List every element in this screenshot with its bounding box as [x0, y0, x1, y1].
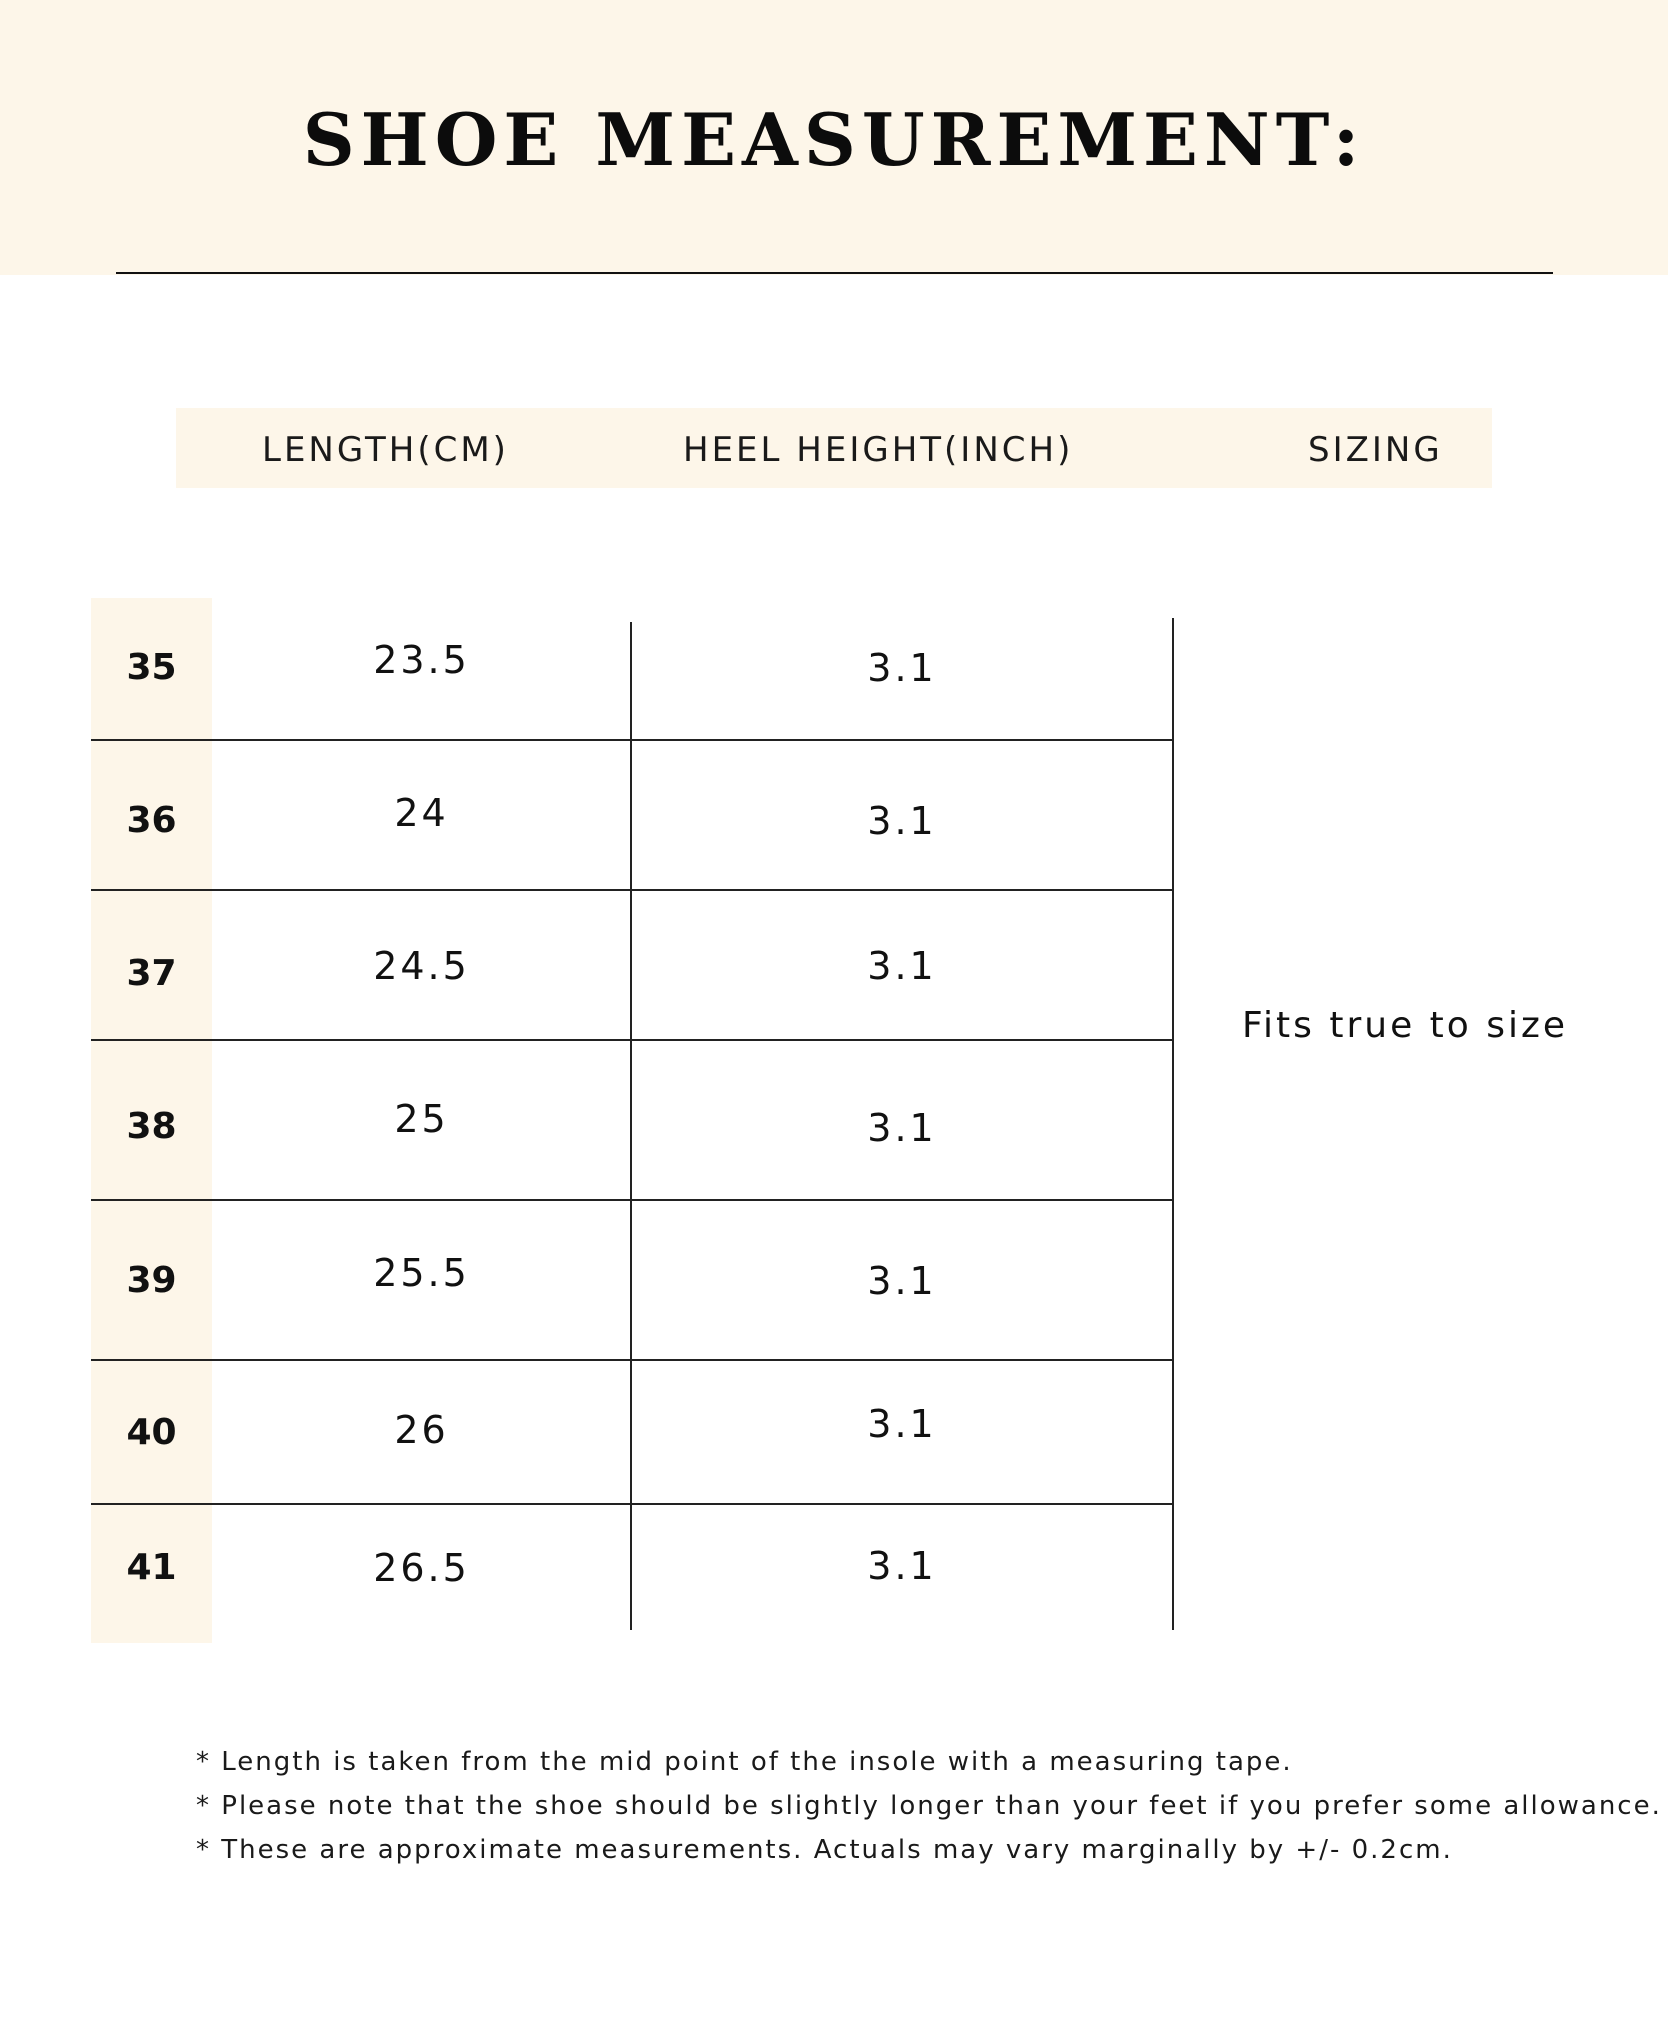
length-36: 24 [394, 791, 449, 835]
column-divider-heel-sizing [1172, 618, 1174, 1630]
heel-41: 3.1 [867, 1544, 937, 1588]
row-divider [91, 1199, 1174, 1201]
size-35: 35 [126, 647, 177, 688]
header-heel-height: HEEL HEIGHT(INCH) [683, 430, 1074, 470]
row-divider [91, 739, 1174, 741]
heel-35: 3.1 [867, 646, 937, 690]
header-length: LENGTH(CM) [262, 430, 509, 470]
footnote-approximate: * These are approximate measurements. Actuals may vary marginally by +/- 0.2cm. [196, 1835, 1453, 1865]
row-divider [91, 889, 1174, 891]
title-divider [116, 272, 1553, 274]
heel-38: 3.1 [867, 1106, 937, 1150]
footnote-allowance: * Please note that the shoe should be slightly longer than your feet if you prefer some allowance. [196, 1791, 1662, 1821]
heel-37: 3.1 [867, 944, 937, 988]
page-title: SHOE MEASUREMENT: [302, 97, 1366, 182]
length-39: 25.5 [373, 1251, 470, 1295]
row-divider [91, 1503, 1174, 1505]
footnote-length: * Length is taken from the mid point of the insole with a measuring tape. [196, 1747, 1293, 1777]
sizing-fit-note: Fits true to size [1241, 1005, 1569, 1046]
length-37: 24.5 [373, 944, 470, 988]
footnotes [196, 1740, 1662, 1872]
heel-40: 3.1 [867, 1402, 937, 1446]
length-40: 26 [394, 1408, 449, 1452]
row-divider [91, 1359, 1174, 1361]
heel-39: 3.1 [867, 1259, 937, 1303]
length-41: 26.5 [373, 1546, 470, 1590]
row-divider [91, 1039, 1174, 1041]
heel-36: 3.1 [867, 799, 937, 843]
length-35: 23.5 [373, 638, 470, 682]
size-37: 37 [126, 953, 177, 994]
size-38: 38 [126, 1106, 177, 1147]
size-36: 36 [126, 800, 177, 841]
size-39: 39 [126, 1260, 177, 1301]
length-38: 25 [394, 1097, 449, 1141]
size-41: 41 [126, 1547, 177, 1588]
header-sizing: SIZING [1308, 430, 1443, 470]
size-40: 40 [126, 1412, 177, 1453]
